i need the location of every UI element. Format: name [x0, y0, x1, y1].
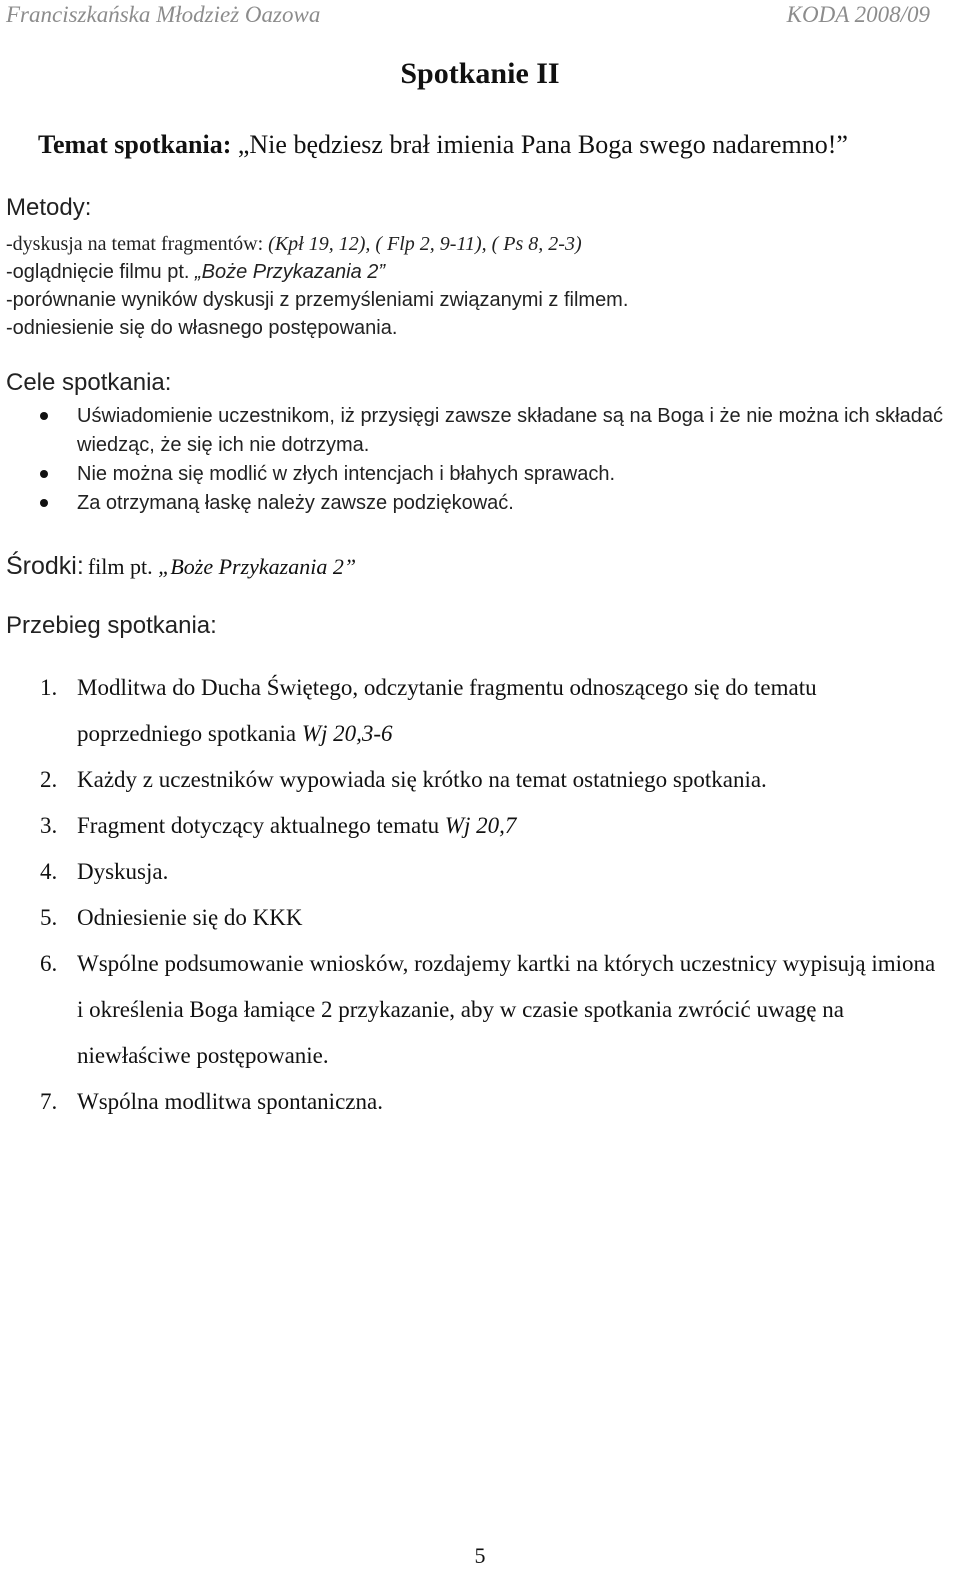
step-item — [0, 803, 947, 849]
header-year: KODA 2008/09 — [786, 2, 930, 27]
step-text: Fragment dotyczący aktualnego tematu — [77, 813, 445, 838]
step-text: Modlitwa do Ducha Świętego, odczytanie fragmentu odnoszącego się do tematu poprzedniego spotkania — [77, 675, 817, 746]
step-number: 2. — [40, 767, 58, 792]
means-text: film pt. — [87, 554, 159, 579]
step-number: 7. — [40, 1089, 58, 1114]
step-text: Dyskusja. — [77, 859, 169, 884]
step-text: Odniesienie się do KKK — [77, 905, 303, 930]
goal-text: Za otrzymaną łaskę należy zawsze podziękować. — [77, 492, 514, 514]
method-line-3: -porównanie wyników dyskusji z przemyśleniami związanymi z filmem. — [6, 289, 629, 311]
page-title: Spotkanie II — [400, 57, 560, 90]
method-line-1-prefix: -dyskusja na temat fragmentów: — [6, 233, 269, 255]
means-line — [6, 548, 356, 588]
step-item — [0, 757, 947, 803]
topic-label: Temat spotkania: — [38, 130, 232, 159]
step-item — [0, 1079, 947, 1125]
topic-text: „Nie będziesz brał imienia Pana Boga swego nadaremno!” — [237, 130, 848, 159]
methods-heading: Metody: — [6, 194, 92, 221]
method-line-4: -odniesienie się do własnego postępowania. — [6, 317, 398, 339]
step-text: Każdy z uczestników wypowiada się krótko na temat ostatniego spotkania. — [77, 767, 767, 792]
goal-item — [0, 489, 957, 518]
step-text: Wspólne podsumowanie wniosków, rozdajemy kartki na których uczestnicy wypisują imiona i określenia Boga łamiące 2 przykazanie, aby w czasie spotkania zwrócić uwagę na niewłaściwe postępowanie. — [77, 951, 936, 1068]
step-number: 1. — [40, 675, 58, 700]
method-line-2-film: „Boże Przykazania 2” — [194, 261, 386, 283]
method-line-2 — [6, 259, 385, 285]
goal-text: Uświadomienie uczestnikom, iż przysięgi zawsze składane są na Boga i że nie można ich składać wiedząc, że się ich nie dotrzyma. — [77, 405, 943, 456]
topic-line — [38, 128, 848, 162]
means-film: „Boże Przykazania 2” — [158, 554, 357, 579]
bullet-icon — [40, 412, 48, 420]
step-number: 3. — [40, 813, 58, 838]
step-number: 4. — [40, 859, 58, 884]
goal-item — [0, 460, 957, 489]
step-number: 6. — [40, 951, 58, 976]
step-item — [0, 665, 947, 757]
step-number: 5. — [40, 905, 58, 930]
page-number: 5 — [474, 1543, 486, 1568]
step-item — [0, 849, 947, 895]
goal-text: Nie można się modlić w złych intencjach i błahych sprawach. — [77, 463, 616, 485]
goal-item — [0, 402, 957, 460]
step-text: Wspólna modlitwa spontaniczna. — [77, 1089, 383, 1114]
goals-heading: Cele spotkania: — [6, 369, 172, 396]
method-line-1-refs: (Kpł 19, 12), ( Flp 2, 9-11), ( Ps 8, 2-3) — [268, 233, 582, 255]
bullet-icon — [40, 499, 48, 507]
header-organization: Franciszkańska Młodzież Oazowa — [6, 2, 321, 27]
method-line-1 — [6, 231, 582, 257]
course-heading: Przebieg spotkania: — [6, 612, 217, 639]
step-reference: Wj 20,3-6 — [301, 721, 393, 746]
bullet-icon — [40, 470, 48, 478]
step-reference: Wj 20,7 — [444, 813, 517, 838]
means-label: Środki: — [6, 552, 84, 580]
method-line-2-prefix: -oglądnięcie filmu pt. — [6, 261, 195, 283]
course-steps — [0, 665, 960, 1125]
step-item — [0, 941, 947, 1079]
goals-list — [0, 402, 960, 518]
step-item — [0, 895, 947, 941]
